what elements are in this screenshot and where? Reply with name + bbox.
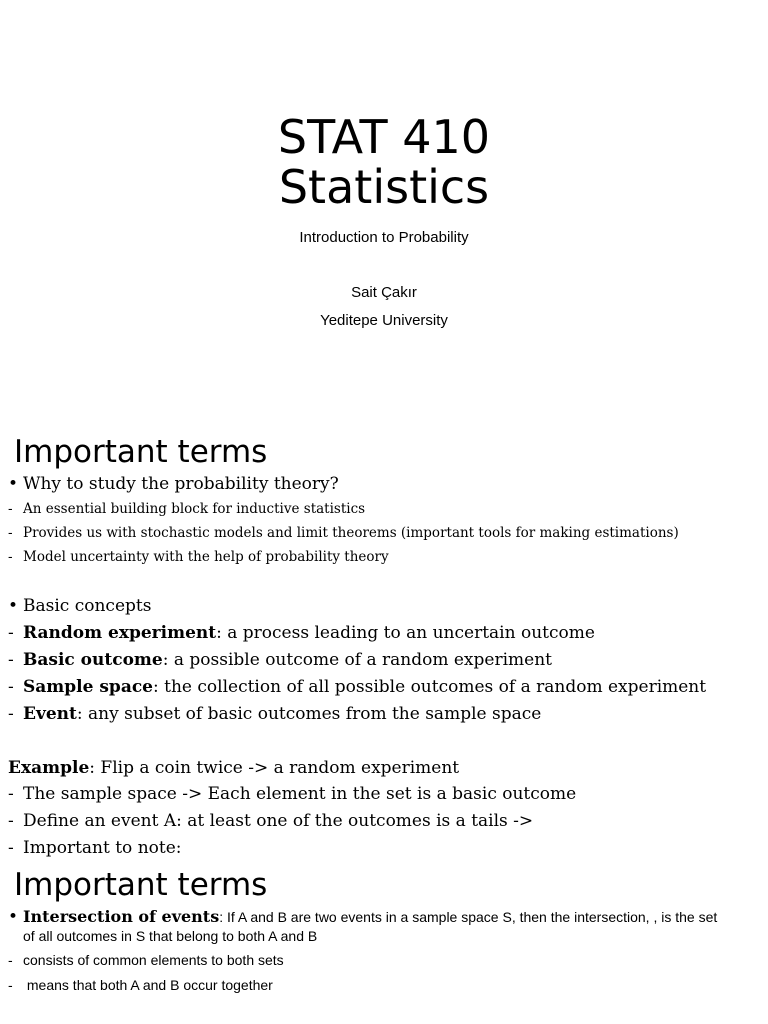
dash-marker: - (8, 501, 13, 517)
example-item (8, 784, 576, 804)
term-item (8, 650, 552, 670)
title-line-1: STAT 410 (277, 110, 491, 164)
term-name: Basic outcome (23, 650, 163, 670)
author-affiliation: Yeditepe University (320, 312, 448, 329)
example-item (8, 811, 533, 831)
term-definition: : a possible outcome of a random experiment (162, 650, 552, 670)
reason-text: Model uncertainty with the help of probability theory (23, 549, 389, 565)
term-name: Random experiment (23, 623, 217, 643)
basic-concepts-text: Basic concepts (23, 596, 152, 616)
dash-marker: - (8, 952, 13, 968)
term-name: Intersection of events (23, 907, 220, 926)
example-label: Example (8, 758, 90, 778)
sub-item (8, 977, 273, 994)
title-slide (0, 0, 768, 400)
slide-title (0, 112, 768, 212)
dash-marker: - (8, 811, 14, 831)
example-point-text: Define an event A: at least one of the outcomes is a tails -> (23, 811, 534, 831)
term-item (8, 623, 595, 643)
example-point-text: Important to note: (23, 838, 182, 858)
sub-item (8, 525, 679, 541)
term-name: Event (23, 704, 77, 724)
example-line (8, 758, 459, 778)
term-name: Sample space (23, 677, 153, 697)
definition-continuation: of all outcomes in S that belong to both A and B (23, 928, 318, 944)
reason-text: An essential building block for inductive statistics (23, 501, 366, 517)
dash-marker: - (8, 677, 14, 697)
sub-item (8, 501, 365, 517)
example-text: : Flip a coin twice -> a random experiment (89, 758, 460, 778)
dash-marker: - (8, 704, 14, 724)
bullet-marker: • (8, 596, 19, 616)
dash-marker: - (8, 525, 13, 541)
slide-heading: Important terms (14, 434, 268, 470)
dash-marker: - (8, 623, 14, 643)
sub-item (8, 549, 389, 565)
term-item (8, 677, 706, 697)
bullet-marker: • (8, 907, 19, 927)
term-item (8, 704, 541, 724)
point-text: means that both A and B occur together (23, 977, 273, 993)
reason-text: Provides us with stochastic models and limit theorems (important tools for making estimations) (23, 525, 679, 541)
dash-marker: - (8, 977, 13, 993)
slide-heading: Important terms (14, 867, 268, 903)
bullet-item (8, 907, 717, 927)
bullet-item (8, 474, 339, 494)
dash-marker: - (8, 838, 14, 858)
bullet-marker: • (8, 474, 19, 494)
example-point-text: The sample space -> Each element in the set is a basic outcome (23, 784, 577, 804)
example-item (8, 838, 182, 858)
dash-marker: - (8, 784, 14, 804)
dash-marker: - (8, 549, 13, 565)
term-definition: : any subset of basic outcomes from the sample space (76, 704, 542, 724)
author-name: Sait Çakır (351, 284, 417, 301)
slide-subtitle: Introduction to Probability (299, 229, 469, 246)
why-study-text: Why to study the probability theory? (23, 474, 339, 494)
dash-marker: - (8, 650, 14, 670)
term-definition: : a process leading to an uncertain outcome (216, 623, 595, 643)
title-line-2: Statistics (278, 160, 490, 214)
bullet-item (8, 596, 151, 616)
term-definition: : If A and B are two events in a sample space S, then the intersection, , is the set (219, 909, 718, 925)
point-text: consists of common elements to both sets (23, 952, 284, 968)
sub-item (8, 952, 284, 969)
term-definition: : the collection of all possible outcomes of a random experiment (153, 677, 707, 697)
